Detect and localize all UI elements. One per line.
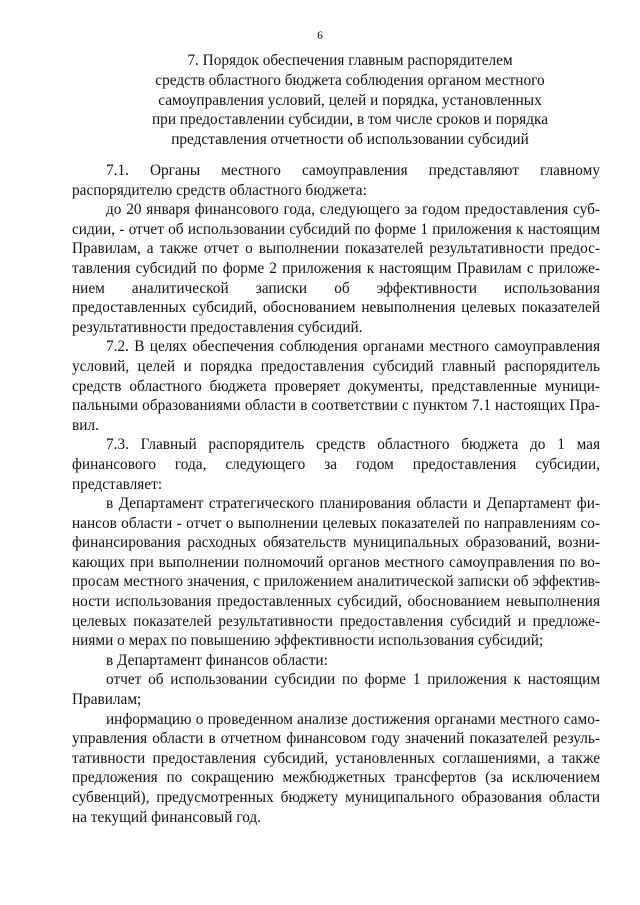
- paragraph-7-3: 7.3. Главный распорядитель средств областного бюджета до 1 мая финансового года, следующего за годом предоставления субсидии, представляет:: [72, 436, 600, 493]
- section-title-line: средств областного бюджета соблюдения органом местного: [155, 71, 545, 89]
- section-title-line: самоуправления условий, целей и порядка, установленных: [158, 91, 542, 109]
- paragraph-usage-report: отчет об использовании субсидии по форме 1 приложения к настоящим Правилам;: [72, 671, 600, 709]
- section-title: [94, 51, 606, 150]
- paragraph-strategic-planning-dept: в Департамент стратегического планирования области и Департамент финансов области - отчет о выполнении целевых показателей по направлениям софинансирования расходных обязательств муниципальных образований, возникающих при выполнении полномочий органов местного самоуправления по вопросам местного значения, с приложением аналитической записки об эффективности использования предоставленных субсидий, обоснованием невыполнения целевых показателей результативности предоставления субсидий и предложениями о мерах по повышению эффективности использования субсидий;: [72, 495, 600, 650]
- section-title-line: при предоставлении субсидии, в том числе сроков и порядка: [151, 111, 548, 129]
- page-number: 6: [317, 30, 323, 42]
- paragraph-7-2: 7.2. В целях обеспечения соблюдения органами местного самоуправления условий, целей и порядка предоставления субсидий главный распорядитель средств областного бюджета проверяет документы, представленные муниципальными образованиями области в соответствии с пунктом 7.1 настоящих Правил.: [72, 338, 600, 434]
- document-body: [72, 161, 600, 827]
- paragraph-analysis-info: информацию о проведенном анализе достижения органами местного самоуправления области в отчетном финансовом году значений показателей результативности предоставления субсидий, установленных соглашениями, а также предложения по сокращению межбюджетных трансфертов (за исключением субвенций), предусмотренных бюджету муниципального образования области на текущий финансовый год.: [72, 710, 600, 826]
- paragraph-report-deadline: до 20 января финансового года, следующего за годом предоставления субсидии, - отчет об использовании субсидий по форме 1 приложения к настоящим Правилам, а также отчет о выполнении показателей результативности предоставления субсидий по форме 2 приложения к настоящим Правилам с приложением аналитической записки об эффективности использования предоставленных субсидий, обоснованием невыполнения целевых показателей результативности предоставления субсидий.: [72, 201, 600, 336]
- section-title-line: 7. Порядок обеспечения главным распорядителем: [187, 52, 513, 69]
- paragraph-finance-dept: в Департамент финансов области:: [106, 651, 328, 669]
- paragraph-7-1: 7.1. Органы местного самоуправления представляют главному распорядителю средств областного бюджета:: [72, 162, 600, 199]
- section-title-line: представления отчетности об использовании субсидий: [171, 131, 529, 149]
